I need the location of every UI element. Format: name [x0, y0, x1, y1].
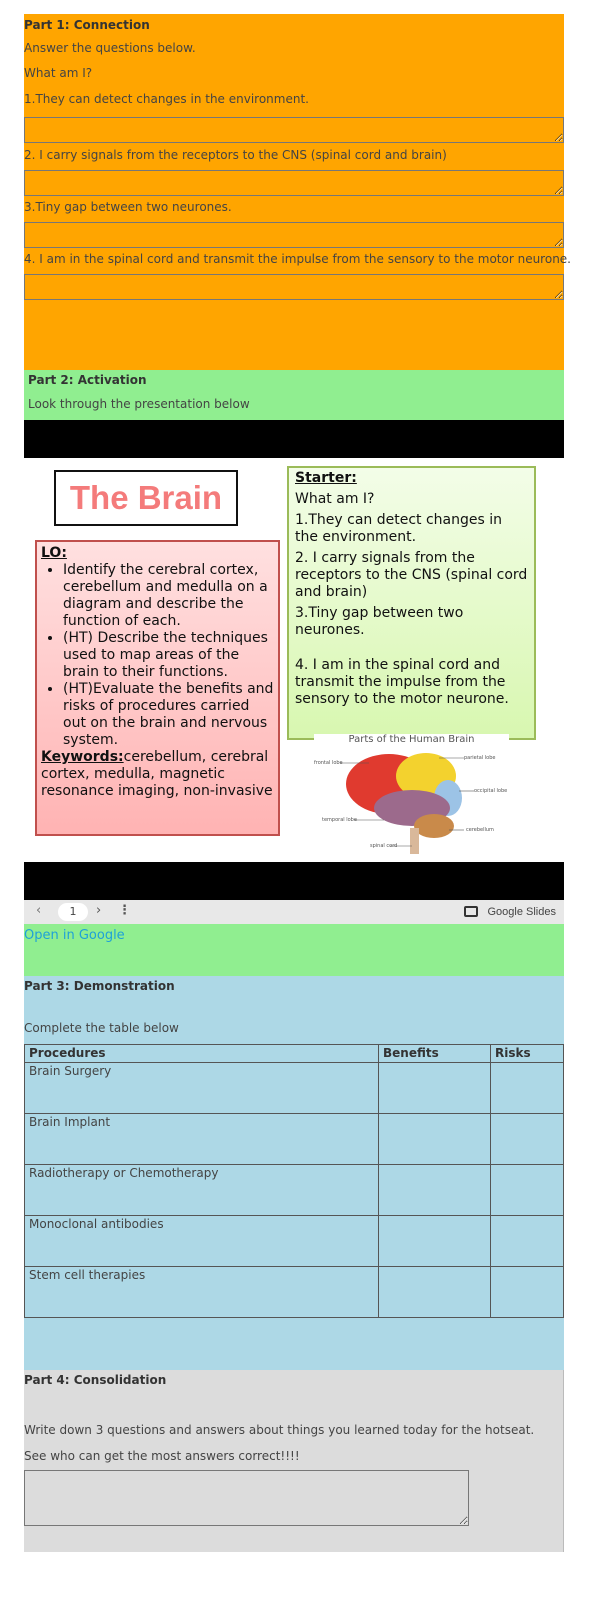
slide-title-box	[54, 470, 238, 526]
part4-line2: See who can get the most answers correct!!!!	[24, 1449, 300, 1463]
part2-intro: Look through the presentation below	[28, 397, 250, 411]
lo-item: • Identify the cerebral cortex, cerebellum and medulla on a diagram and describe the function of each.	[63, 562, 274, 630]
part1-connection	[24, 14, 571, 370]
slide-page-number[interactable]: 1	[58, 903, 88, 921]
answer-4-input[interactable]	[24, 274, 564, 300]
brain-illustration	[314, 746, 509, 858]
google-slides-brand[interactable]: Google Slides	[487, 906, 556, 918]
table-row	[25, 1267, 564, 1318]
more-options-icon[interactable]: ⋮	[118, 903, 131, 918]
procedure-cell: Brain Implant	[25, 1114, 379, 1165]
starter-box	[287, 466, 536, 740]
benefits-cell[interactable]	[379, 1267, 491, 1318]
risks-cell[interactable]	[491, 1114, 564, 1165]
benefits-cell[interactable]	[379, 1114, 491, 1165]
procedure-cell: Monoclonal antibodies	[25, 1216, 379, 1267]
starter-item: 2. I carry signals from the receptors to the CNS (spinal cord and brain)	[295, 550, 528, 600]
brain-diagram	[314, 734, 509, 860]
table-row	[25, 1216, 564, 1267]
risks-cell[interactable]	[491, 1063, 564, 1114]
label-cerebellum: cerebellum	[466, 827, 494, 833]
procedure-cell: Radiotherapy or Chemotherapy	[25, 1165, 379, 1216]
answer-2-input[interactable]	[24, 170, 564, 196]
label-parietal-lobe: parietal lobe	[464, 755, 496, 761]
next-slide-icon[interactable]: ›	[96, 903, 102, 918]
header-procedures: Procedures	[25, 1045, 379, 1063]
starter-item: 3.Tiny gap between two neurones.	[295, 605, 464, 638]
part4-line1: Write down 3 questions and answers about things you learned today for the hotseat.	[24, 1423, 535, 1437]
part3-title: Part 3: Demonstration	[24, 979, 175, 993]
prev-slide-icon[interactable]: ‹	[36, 903, 42, 918]
header-risks: Risks	[491, 1045, 564, 1063]
slide-title: The Brain	[69, 479, 223, 516]
diagram-title: Parts of the Human Brain	[348, 734, 475, 745]
starter-heading: Starter:	[295, 470, 357, 486]
hotseat-answers-input[interactable]	[24, 1470, 469, 1526]
slide-canvas	[24, 458, 564, 862]
table-header-row	[25, 1045, 564, 1063]
slides-embed[interactable]	[24, 420, 564, 900]
benefits-cell[interactable]	[379, 1165, 491, 1216]
benefits-cell[interactable]	[379, 1063, 491, 1114]
open-in-google-link[interactable]: Open in Google	[24, 928, 125, 943]
procedure-cell: Brain Surgery	[25, 1063, 379, 1114]
starter-item: 1.They can detect changes in the environment.	[295, 512, 502, 545]
lo-item: • (HT)Evaluate the benefits and risks of procedures carried out on the brain and nervous system.	[63, 681, 274, 749]
question-4: 4. I am in the spinal cord and transmit the impulse from the sensory to the motor neurone.	[24, 252, 571, 266]
keywords-label: Keywords:	[41, 749, 124, 765]
part2-title: Part 2: Activation	[28, 373, 147, 387]
table-row	[25, 1114, 564, 1165]
table-row	[25, 1063, 564, 1114]
lo-item: • (HT) Describe the techniques used to map areas of the brain to their functions.	[63, 630, 274, 681]
label-spinal-cord: spinal cord	[370, 843, 398, 849]
answer-1-input[interactable]	[24, 117, 564, 143]
label-frontal-lobe: frontal lobe	[314, 760, 343, 766]
answer-3-input[interactable]	[24, 222, 564, 248]
benefits-cell[interactable]	[379, 1216, 491, 1267]
starter-item: 4. I am in the spinal cord and transmit the impulse from the sensory to the motor neurone.	[295, 657, 509, 707]
starter-prompt: What am I?	[295, 491, 375, 507]
google-slides-icon	[464, 906, 478, 917]
question-3: 3.Tiny gap between two neurones.	[24, 200, 232, 214]
lo-heading: LO:	[41, 545, 67, 561]
lo-box	[35, 540, 280, 836]
label-occipital-lobe: occipital lobe	[474, 788, 508, 794]
procedure-cell: Stem cell therapies	[25, 1267, 379, 1318]
question-1: 1.They can detect changes in the environment.	[24, 92, 309, 106]
part1-intro: Answer the questions below.	[24, 41, 196, 55]
part4-title: Part 4: Consolidation	[24, 1373, 167, 1387]
open-link-area	[24, 924, 564, 976]
part2-activation	[24, 370, 564, 420]
part3-demonstration	[24, 976, 564, 1370]
risks-cell[interactable]	[491, 1267, 564, 1318]
table-row	[25, 1165, 564, 1216]
risks-cell[interactable]	[491, 1165, 564, 1216]
keywords-text: cerebellum, cerebral cortex, medulla, magnetic resonance imaging, non-invasive	[41, 749, 273, 799]
label-temporal-lobe: temporal lobe	[322, 817, 357, 823]
risks-cell[interactable]	[491, 1216, 564, 1267]
part1-prompt: What am I?	[24, 66, 93, 80]
procedures-table	[24, 1044, 564, 1318]
slides-toolbar	[24, 900, 564, 924]
header-benefits: Benefits	[379, 1045, 491, 1063]
part4-consolidation	[24, 1370, 564, 1552]
part1-title: Part 1: Connection	[24, 18, 150, 32]
question-2: 2. I carry signals from the receptors to the CNS (spinal cord and brain)	[24, 148, 447, 162]
part3-intro: Complete the table below	[24, 1021, 179, 1035]
